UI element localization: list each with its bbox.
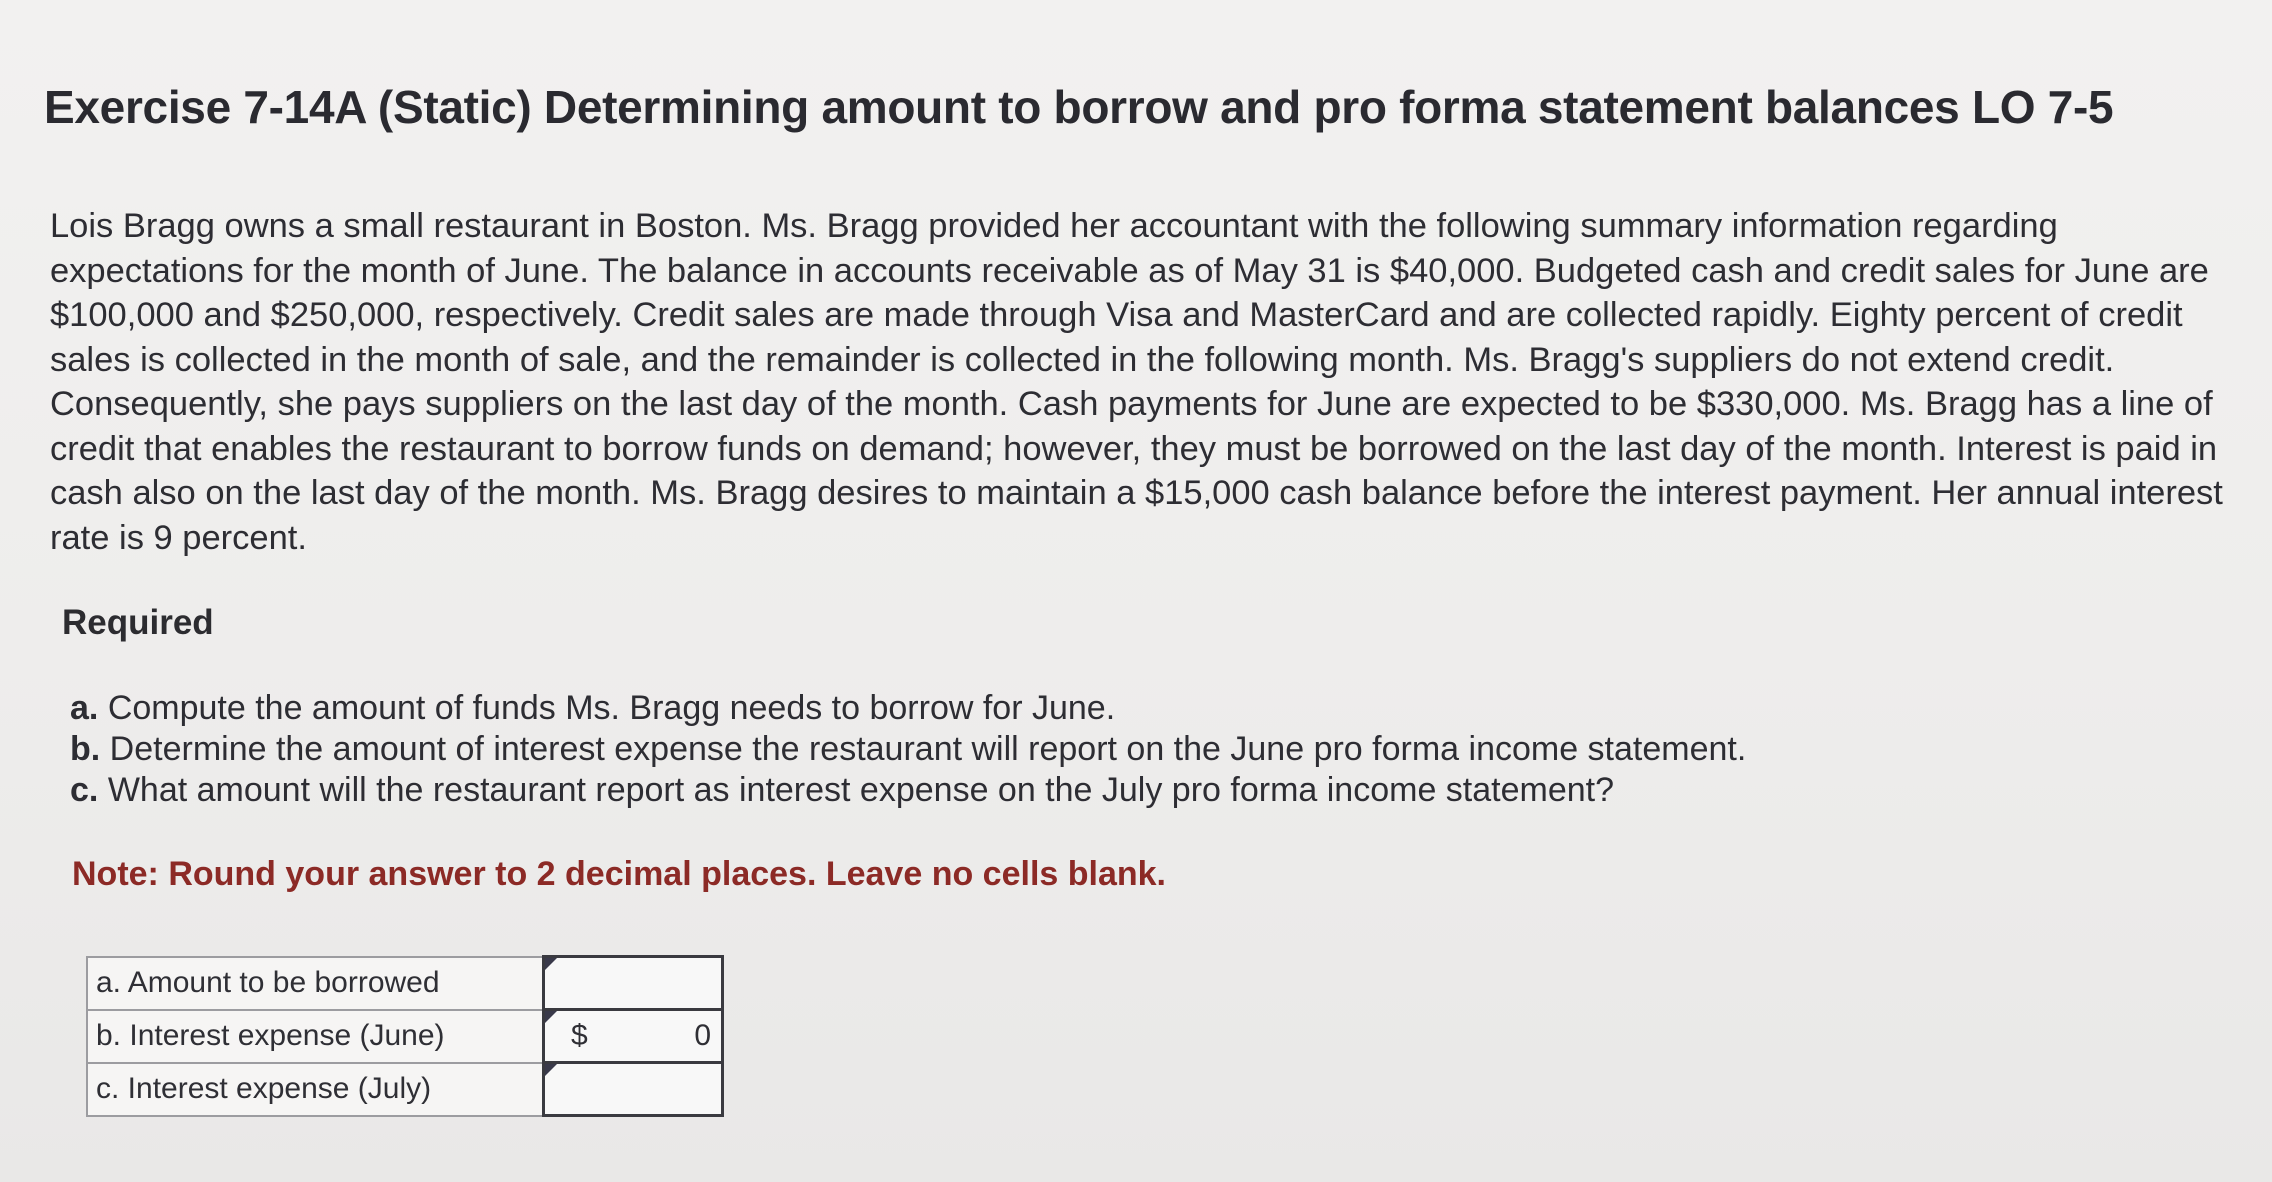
requirement-a — [70, 688, 2170, 729]
requirements-list — [70, 688, 2170, 811]
row-label: a. Amount to be borrowed — [87, 957, 544, 1010]
answer-table — [86, 955, 724, 1117]
requirement-b — [70, 729, 2170, 770]
exercise-title: Exercise 7-14A (Static) Determining amount to borrow and pro forma statement balances LO 7-5 — [44, 81, 2114, 133]
requirement-letter: a. — [70, 689, 99, 727]
row-label: b. Interest expense (June) — [87, 1010, 544, 1063]
rounding-note: Note: Round your answer to 2 decimal places. Leave no cells blank. — [72, 855, 1166, 893]
cell-flag-icon — [545, 1011, 557, 1023]
amount-borrowed-field[interactable] — [545, 958, 721, 1008]
requirement-c — [70, 770, 2170, 811]
table-row — [87, 1010, 723, 1063]
requirement-letter: c. — [70, 771, 99, 809]
currency-symbol: $ — [571, 1019, 588, 1052]
interest-june-field[interactable] — [545, 1011, 721, 1061]
interest-july-field[interactable] — [545, 1064, 721, 1114]
table-row — [87, 957, 723, 1010]
row-label: c. Interest expense (July) — [87, 1063, 544, 1116]
table-row — [87, 1063, 723, 1116]
requirement-text: Determine the amount of interest expense the restaurant will report on the June pro forma income statement. — [109, 730, 1747, 768]
requirement-text: Compute the amount of funds Ms. Bragg needs to borrow for June. — [107, 689, 1116, 727]
requirement-letter: b. — [70, 730, 101, 768]
cell-value: 0 — [694, 1019, 711, 1052]
requirement-text: What amount will the restaurant report as interest expense on the July pro forma income statement? — [107, 771, 1615, 809]
cell-flag-icon — [545, 1064, 557, 1076]
cell-flag-icon — [545, 958, 557, 970]
interest-june-input[interactable] — [544, 1010, 723, 1063]
problem-text: Lois Bragg owns a small restaurant in Boston. Ms. Bragg provided her accountant with the following summary information regarding expectations for the month of June. The balance in accounts receivable as of May 31 is $40,000. Budgeted cash and credit sales for June are $100,000 and $250,000, respectively. Credit sales are made through Visa and MasterCard and are collected rapidly. Eighty percent of credit sales is collected in the month of sale, and the remainder is collected in the following month. Ms. Bragg's suppliers do not extend credit. Consequently, she pays suppliers on the last day of the month. Cash payments for June are expected to be $330,000. Ms. Bragg has a line of credit that enables the restaurant to borrow funds on demand; however, they must be borrowed on the last day of the month. Interest is paid in cash also on the last day of the month. Ms. Bragg desires to maintain a $15,000 cash balance before the interest payment. Her annual interest rate is 9 percent. — [50, 207, 2223, 557]
amount-borrowed-input[interactable] — [544, 957, 723, 1010]
required-heading: Required — [62, 603, 214, 642]
interest-july-input[interactable] — [544, 1063, 723, 1116]
